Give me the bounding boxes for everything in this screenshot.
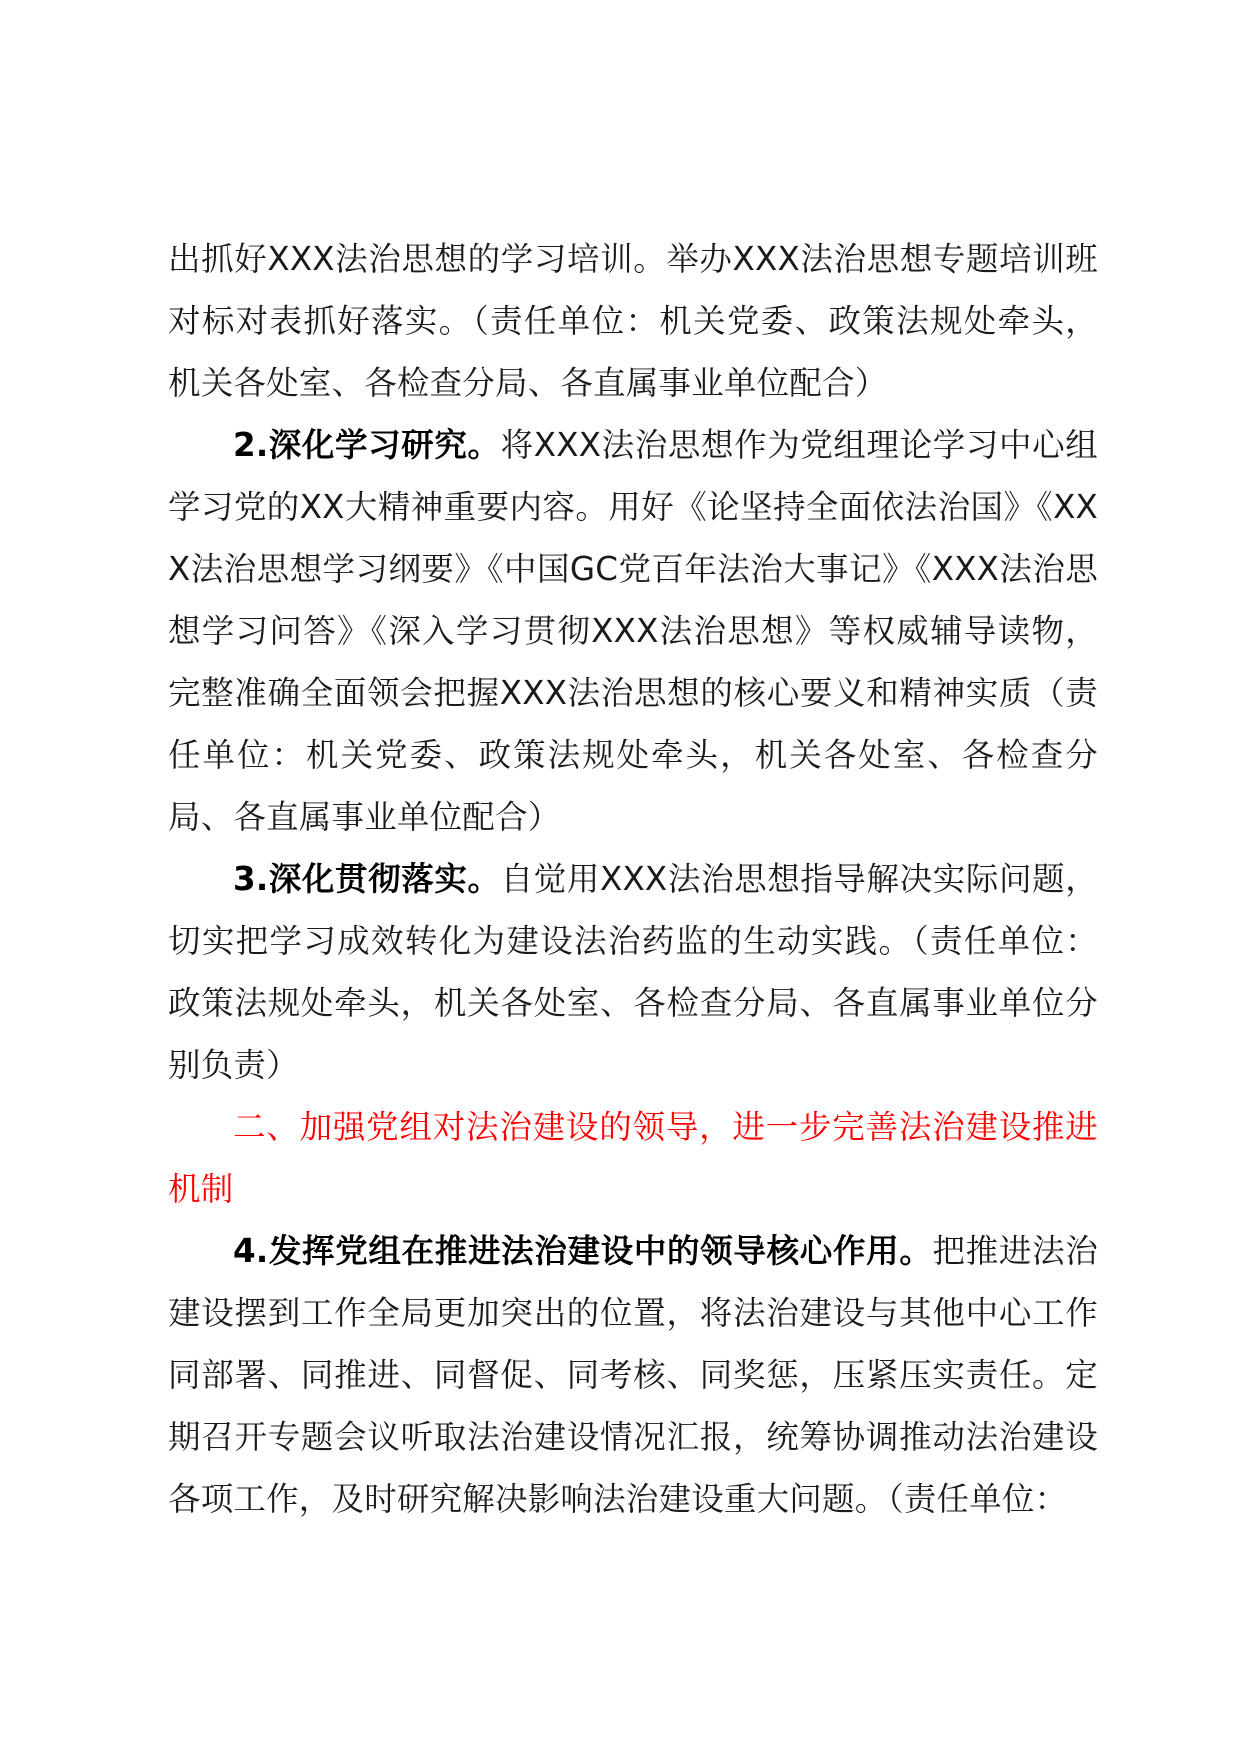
paragraph-4-lead: 4.发挥党组在推进法治建设中的领导核心作用。 (233, 1232, 933, 1270)
paragraph-3-text: 自觉用XXX法治思想指导解决实际问题，切实把学习成效转化为建设法治药监的生动实践。（责任单位：政策法规处牵头，机关各处室、各检查分局、各直属事业单位分别负责） (168, 860, 1098, 1084)
section-heading (168, 1096, 1098, 1220)
section-heading-text: 二、加强党组对法治建设的领导，进一步完善法治建设推进机制 (168, 1108, 1098, 1208)
paragraph-3-lead: 3.深化贯彻落实。 (233, 860, 501, 898)
paragraph-2-text: 将XXX法治思想作为党组理论学习中心组学习党的XX大精神重要内容。用好《论坚持全面依法治国》《XXX法治思想学习纲要》《中国GC党百年法治大事记》《XXX法治思想学习问答》《深入学习贯彻XXX法治思想》等权威辅导读物，完整准确全面领会把握XXX法治思想的核心要义和精神实质（责任单位：机关党委、政策法规处牵头，机关各处室、各检查分局、各直属事业单位配合） (168, 426, 1098, 836)
paragraph-3 (168, 848, 1098, 1096)
paragraph-2 (168, 414, 1098, 848)
paragraph-4-text: 把推进法治建设摆到工作全局更加突出的位置，将法治建设与其他中心工作同部署、同推进、同督促、同考核、同奖惩，压紧压实责任。定期召开专题会议听取法治建设情况汇报，统筹协调推动法治建设各项工作，及时研究解决影响法治建设重大问题。（责任单位： (168, 1232, 1098, 1518)
document-page (168, 228, 1098, 1530)
paragraph-4 (168, 1220, 1098, 1530)
paragraph-1-text: 出抓好XXX法治思想的学习培训。举办XXX法治思想专题培训班对标对表抓好落实。（责任单位：机关党委、政策法规处牵头，机关各处室、各检查分局、各直属事业单位配合） (168, 240, 1098, 402)
paragraph-2-lead: 2.深化学习研究。 (233, 426, 501, 464)
paragraph-1-continued (168, 228, 1098, 414)
